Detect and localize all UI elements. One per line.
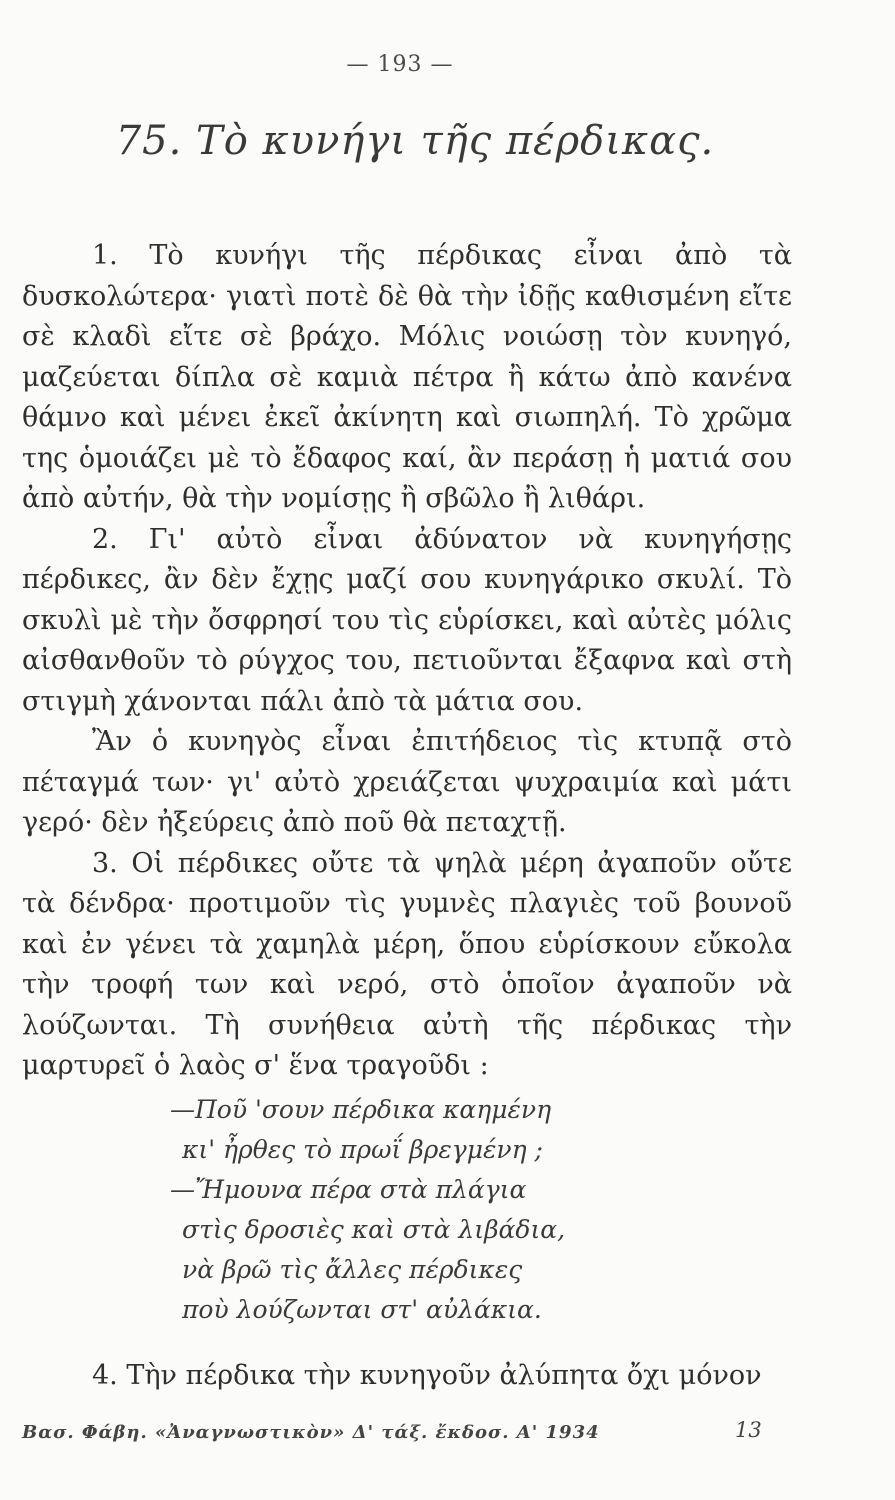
source-citation: Βασ. Φάβη. «Ἀναγνωστικὸν» Δ' τάξ. ἔκδοσ. Α' 1934 xyxy=(22,1422,600,1443)
poem-line: —Ἤμουνα πέρα στὰ πλάγια xyxy=(170,1175,527,1204)
folk-song-poem xyxy=(170,1090,770,1330)
paragraph-2b: Ἂν ὁ κυνηγὸς εἶναι ἐπιτήδειος τὶς κτυπᾷ στὸ πέταγμά των· γι' αὐτὸ χρειάζεται ψυχραιμία καὶ μάτι γερό· δὲν ἠξεύρεις ἀπὸ ποῦ θὰ πεταχτῇ. xyxy=(22,726,792,838)
poem-line: νὰ βρῶ τὶς ἄλλες πέρδικες xyxy=(182,1255,523,1284)
paragraph-1: 1. Τὸ κυνήγι τῆς πέρδικας εἶναι ἀπὸ τὰ δυσκολώτερα· γιατὶ ποτὲ δὲ θὰ τὴν ἰδῇς καθισμένη εἴτε σὲ κλαδὶ εἴτε σὲ βράχο. Μόλις νοιώσῃ τὸν κυνηγό, μαζεύεται δίπλα σὲ καμιὰ πέτρα ἢ κάτω ἀπὸ κανένα θάμνο καὶ μένει ἐκεῖ ἀκίνητη καὶ σιωπηλή. Τὸ χρῶμα της ὁμοιάζει μὲ τὸ ἔδαφος καί, ἂν περάσῃ ἡ ματιά σου ἀπὸ αὐτήν, θὰ τὴν νομίσῃς ἢ σβῶλο ἢ λιθάρι. xyxy=(22,240,792,514)
printer-signature: 13 xyxy=(735,1418,762,1442)
poem-line: —Ποῦ 'σουν πέρδικα καημένη xyxy=(170,1095,552,1124)
paragraph-3: 3. Οἱ πέρδικες οὔτε τὰ ψηλὰ μέρη ἀγαποῦν οὔτε τὰ δένδρα· προτιμοῦν τὶς γυμνὲς πλαγιὲς τοῦ βουνοῦ καὶ ἐν γένει τὰ χαμηλὰ μέρη, ὅπου εὑρίσκουν εὔκολα τὴν τροφή των καὶ νερό, στὸ ὁποῖον ἀγαποῦν νὰ λούζωνται. Τὴ συνήθεια αὐτὴ τῆς πέρδικας τὴν μαρτυρεῖ ὁ λαὸς σ' ἕνα τραγοῦδι : xyxy=(22,847,792,1081)
body-text xyxy=(22,236,792,1087)
poem-line: στὶς δροσιὲς καὶ στὰ λιβάδια, xyxy=(182,1215,566,1244)
paragraph-2: 2. Γι' αὐτὸ εἶναι ἀδύνατον νὰ κυνηγήσῃς πέρδικες, ἂν δὲν ἔχῃς μαζί σου κυνηγάρικο σκυλί. Τὸ σκυλὶ μὲ τὴν ὄσφρησί του τὶς εὑρίσκει, καὶ αὐτὲς μόλις αἰσθανθοῦν τὸ ρύγχος του, πετιοῦνται ἔξαφνα καὶ στὴ στιγμὴ χάνονται πάλι ἀπὸ τὰ μάτια σου. xyxy=(22,523,792,717)
page-number: — 193 — xyxy=(346,52,454,77)
poem-line: κι' ἦρθες τὸ πρωΐ βρεγμένη ; xyxy=(182,1135,543,1164)
poem-line: ποὺ λούζωνται στ' αὐλάκια. xyxy=(182,1295,542,1324)
chapter-title: 75. Τὸ κυνήγι τῆς πέρδικας. xyxy=(115,118,715,164)
paragraph-4-start: 4. Τὴν πέρδικα τὴν κυνηγοῦν ἀλύπητα ὄχι μόνον xyxy=(92,1360,762,1391)
